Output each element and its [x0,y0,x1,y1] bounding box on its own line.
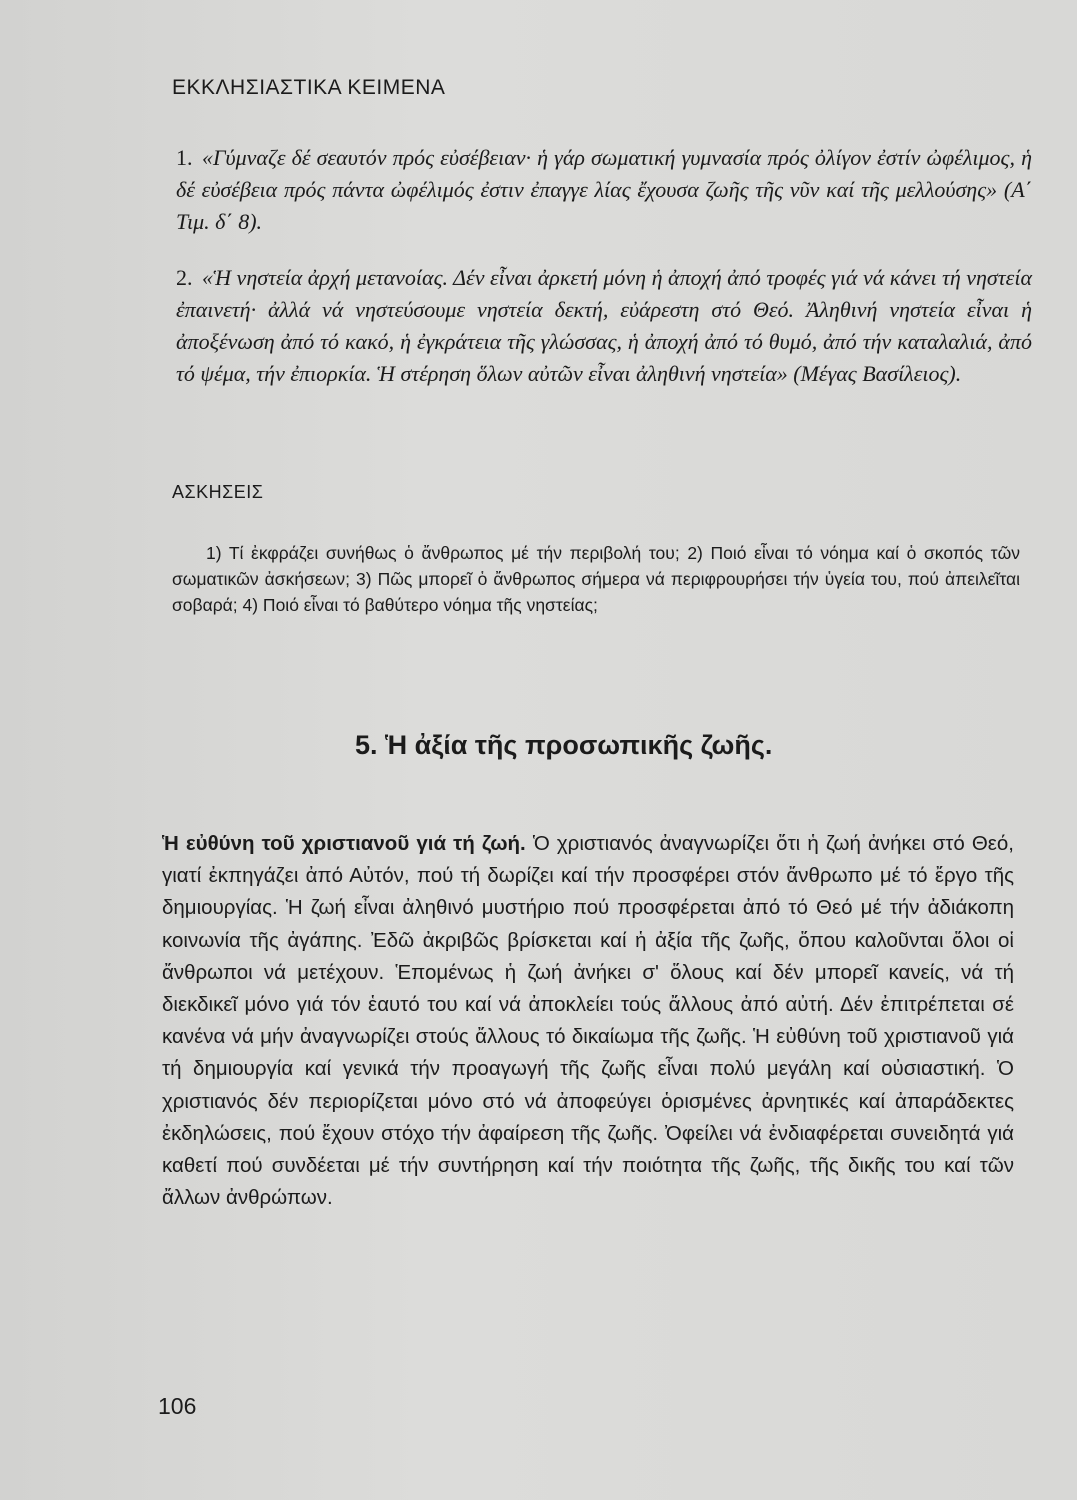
section-header: ΕΚΚΛΗΣΙΑΣΤΙΚΑ ΚΕΙΜΕΝΑ [172,76,446,99]
quote-number: 2. [176,265,193,290]
page-number: 106 [158,1393,197,1419]
quote-number: 1. [176,145,193,170]
chapter-title: 5. Ἡ ἀξία τῆς προσωπικῆς ζωῆς. [355,730,773,760]
quote-text: «Γύμναζε δέ σεαυτόν πρός εὐσέβειαν· ἡ γάρ σωματική γυμνασία πρός ὀλίγον ἐστίν ὠφέλιμος, ἡ δέ εὐσέβεια πρός πάντα ὠφέλιμός ἐστιν ἐπαγγε λίας ἔχουσα ζωῆς τῆς νῦν καί τῆς μελλούσης» (Α΄ Τιμ. δ΄ 8). [176,145,1032,234]
quote-1 [176,142,1032,238]
exercises-text: 1) Τί ἐκφράζει συνήθως ὁ ἄνθρωπος μέ τήν περιβολή του; 2) Ποιό εἶναι τό νόημα καί ὁ σκοπός τῶν σωματικῶν ἀσκήσεων; 3) Πῶς μπορεῖ ὁ ἄνθρωπος σήμερα νά περιφρουρήσει τήν ὑγεία του, πού ἀπειλεῖται σοβαρά; 4) Ποιό εἶναι τό βαθύτερο νόημα τῆς νηστείας; [172,543,1020,615]
quote-2 [176,262,1032,390]
paragraph-text: Ὁ χριστιανός ἀναγνωρίζει ὅτι ἡ ζωή ἀνήκει στό Θεό, γιατί ἐκπηγάζει ἀπό Αὐτόν, πού τή δωρίζει καί τήν προσφέρει στόν ἄνθρωπο μέ τό ἔργο τῆς δημιουργίας. Ἡ ζωή εἶναι ἀληθινό μυστήριο πού προσφέρεται ἀπό τό Θεό μέ τήν ἀδιάκοπη κοινωνία τῆς ἀγάπης. Ἐδῶ ἀκριβῶς βρίσκεται καί ἡ ἀξία τῆς ζωῆς, ὅπου καλοῦνται ὅλοι οἱ ἄνθρωποι νά μετέχουν. Ἑπομένως ἡ ζωή ἀνήκει σ' ὅλους καί δέν μπορεῖ κανείς, νά τή διεκδικεῖ μόνο γιά τόν ἑαυτό του καί νά ἀποκλείει τούς ἄλλους ἀπό αὐτή. Δέν ἐπιτρέπεται σέ κανένα νά μήν ἀναγνωρίζει στούς ἄλλους τό δικαίωμα τῆς ζωῆς. Ἡ εὐθύνη τοῦ χριστιανοῦ γιά τή δημιουργία καί γενικά τήν προαγωγή τῆς ζωῆς εἶναι πολύ μεγάλη καί οὐσιαστική. Ὁ χριστιανός δέν περιορίζεται μόνο στό νά ἀποφεύγει ὁρισμένες ἀρνητικές καί ἀπαράδεκτες ἐκδηλώσεις, πού ἔχουν στόχο τήν ἀφαίρεση τῆς ζωῆς. Ὀφείλει νά ἐνδιαφέρεται συνειδητά γιά καθετί πού συνδέεται μέ τήν συντήρηση καί τήν ποιότητα τῆς ζωῆς, τῆς δικῆς του καί τῶν ἄλλων ἀνθρώπων. [162,832,1014,1210]
quote-text: «Ἡ νηστεία ἀρχή μετανοίας. Δέν εἶναι ἀρκετή μόνη ἡ ἀποχή ἀπό τροφές γιά νά κάνει τή νηστεία ἐπαινετή· ἀλλά νά νηστεύσουμε νηστεία δεκτή, εὐάρεστη στό Θεό. Ἀληθινή νηστεία εἶναι ἡ ἀποξένωση ἀπό τό κακό, ἡ ἐγκράτεια τῆς γλώσσας, ἡ ἀποχή ἀπό τό θυμό, ἀπό τήν καταλαλιά, ἀπό τό ψέμα, τήν ἐπιορκία. Ἡ στέρηση ὅλων αὐτῶν εἶναι ἀληθινή νηστεία» (Μέγας Βασίλειος). [176,265,1032,386]
paragraph-lead: Ἡ εὐθύνη τοῦ χριστιανοῦ γιά τή ζωή. [162,832,526,855]
exercises-heading: ΑΣΚΗΣΕΙΣ [172,482,264,502]
body-paragraph [162,828,1014,1214]
